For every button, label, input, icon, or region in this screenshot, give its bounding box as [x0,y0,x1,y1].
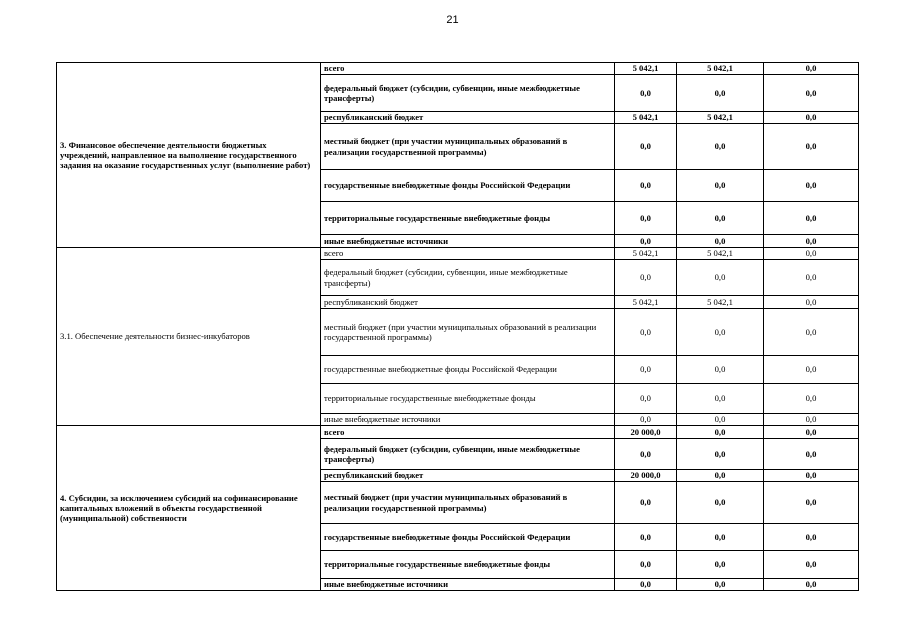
source-cell: федеральный бюджет (субсидии, субвенции, иные межбюджетные трансферты) [321,75,615,112]
value-cell: 0,0 [677,170,764,202]
value-cell: 0,0 [677,414,764,426]
value-cell: 0,0 [764,75,859,112]
value-cell: 0,0 [615,482,677,524]
value-cell: 5 042,1 [615,248,677,260]
value-cell: 20 000,0 [615,470,677,482]
value-cell: 0,0 [764,579,859,591]
value-cell: 0,0 [615,579,677,591]
funding-table [56,62,859,591]
value-cell: 0,0 [677,356,764,384]
source-cell: федеральный бюджет (субсидии, субвенции, иные межбюджетные трансферты) [321,439,615,470]
source-cell: местный бюджет (при участии муниципальных образований в реализации государственной программы) [321,124,615,170]
section-3 [57,63,859,248]
source-cell: иные внебюджетные источники [321,235,615,248]
value-cell: 0,0 [615,524,677,551]
value-cell: 0,0 [677,579,764,591]
value-cell: 5 042,1 [615,63,677,75]
value-cell: 20 000,0 [615,426,677,439]
value-cell: 5 042,1 [677,112,764,124]
source-cell: республиканский бюджет [321,296,615,309]
value-cell: 0,0 [615,124,677,170]
section-3-1 [57,248,859,426]
value-cell: 0,0 [615,414,677,426]
value-cell: 0,0 [764,63,859,75]
value-cell: 0,0 [764,296,859,309]
value-cell: 0,0 [615,384,677,414]
value-cell: 0,0 [764,482,859,524]
value-cell: 5 042,1 [677,248,764,260]
value-cell: 0,0 [615,439,677,470]
value-cell: 0,0 [764,414,859,426]
value-cell: 0,0 [764,551,859,579]
value-cell: 0,0 [764,426,859,439]
value-cell: 0,0 [764,524,859,551]
value-cell: 0,0 [677,235,764,248]
value-cell: 0,0 [677,482,764,524]
value-cell: 0,0 [615,202,677,235]
value-cell: 0,0 [677,439,764,470]
value-cell: 0,0 [764,470,859,482]
source-cell: местный бюджет (при участии муниципальных образований в реализации государственной программы) [321,482,615,524]
value-cell: 0,0 [677,309,764,356]
value-cell: 0,0 [615,235,677,248]
source-cell: всего [321,248,615,260]
section-4 [57,426,859,591]
value-cell: 0,0 [615,260,677,296]
value-cell: 0,0 [764,235,859,248]
source-cell: республиканский бюджет [321,470,615,482]
source-cell: иные внебюджетные источники [321,414,615,426]
value-cell: 0,0 [764,112,859,124]
value-cell: 0,0 [615,75,677,112]
page-number: 21 [446,14,459,26]
value-cell: 0,0 [764,170,859,202]
table-row [57,63,859,75]
value-cell: 0,0 [677,202,764,235]
value-cell: 0,0 [677,551,764,579]
value-cell: 0,0 [615,309,677,356]
source-cell: государственные внебюджетные фонды Российской Федерации [321,170,615,202]
source-cell: территориальные государственные внебюджетные фонды [321,551,615,579]
source-cell: федеральный бюджет (субсидии, субвенции, иные межбюджетные трансферты) [321,260,615,296]
source-cell: республиканский бюджет [321,112,615,124]
value-cell: 0,0 [615,356,677,384]
value-cell: 0,0 [764,248,859,260]
value-cell: 0,0 [677,426,764,439]
value-cell: 0,0 [764,309,859,356]
section-title: 3.1. Обеспечение деятельности бизнес-инкубаторов [57,248,321,426]
value-cell: 0,0 [764,124,859,170]
value-cell: 0,0 [615,551,677,579]
value-cell: 0,0 [764,439,859,470]
source-cell: всего [321,426,615,439]
source-cell: государственные внебюджетные фонды Российской Федерации [321,524,615,551]
value-cell: 0,0 [764,356,859,384]
value-cell: 0,0 [677,260,764,296]
section-title: 4. Субсидии, за исключением субсидий на софинансирование капитальных вложений в объекты государственной (муниципальной) собственности [57,426,321,591]
source-cell: государственные внебюджетные фонды Российской Федерации [321,356,615,384]
source-cell: всего [321,63,615,75]
value-cell: 0,0 [677,124,764,170]
source-cell: местный бюджет (при участии муниципальных образований в реализации государственной программы) [321,309,615,356]
value-cell: 0,0 [764,260,859,296]
value-cell: 5 042,1 [615,112,677,124]
value-cell: 0,0 [615,170,677,202]
value-cell: 0,0 [764,202,859,235]
source-cell: территориальные государственные внебюджетные фонды [321,384,615,414]
value-cell: 5 042,1 [677,63,764,75]
value-cell: 5 042,1 [615,296,677,309]
value-cell: 0,0 [677,75,764,112]
value-cell: 0,0 [677,524,764,551]
table-row [57,248,859,260]
value-cell: 0,0 [677,470,764,482]
table-row [57,426,859,439]
value-cell: 0,0 [677,384,764,414]
value-cell: 0,0 [764,384,859,414]
section-title: 3. Финансовое обеспечение деятельности бюджетных учреждений, направленное на выполнение государственного задания на оказание государственных услуг (выполнение работ) [57,63,321,248]
value-cell: 5 042,1 [677,296,764,309]
source-cell: территориальные государственные внебюджетные фонды [321,202,615,235]
source-cell: иные внебюджетные источники [321,579,615,591]
